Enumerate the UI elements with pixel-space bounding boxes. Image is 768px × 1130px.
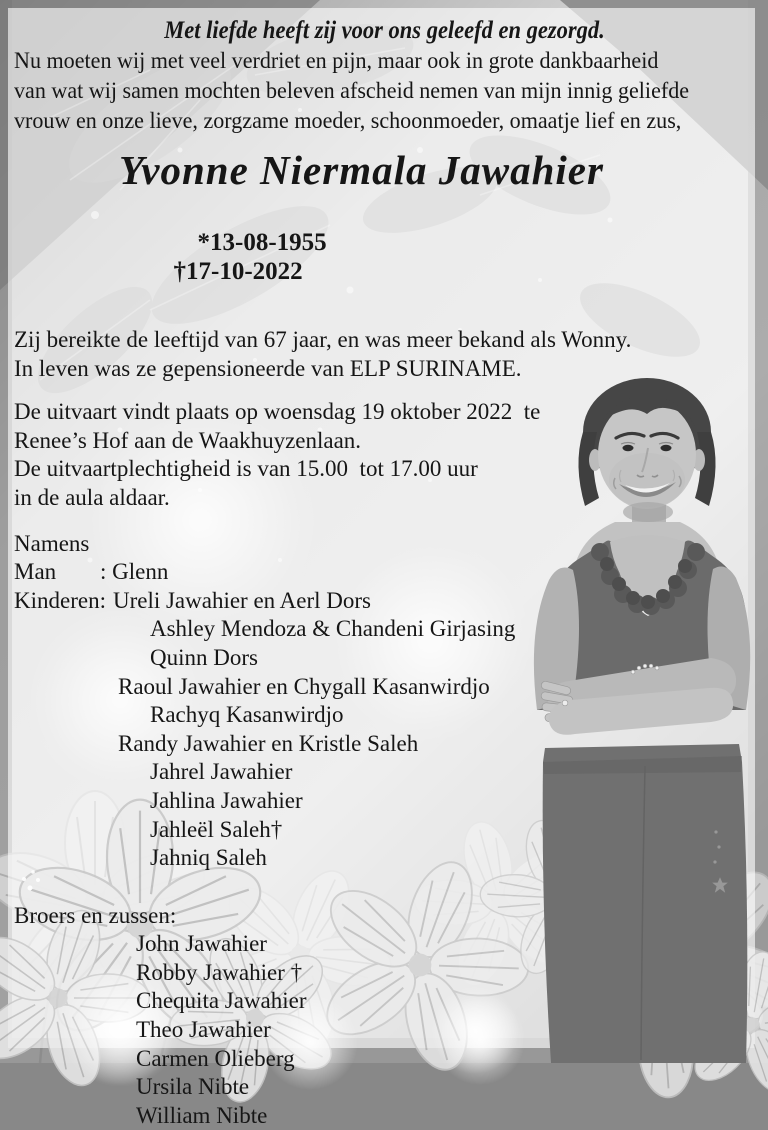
husband-value: : Glenn	[100, 559, 169, 585]
family-member-line: Raoul Jawahier en Chygall Kasanwirdjo	[118, 673, 490, 699]
family-member-line: Ashley Mendoza & Chandeni Girjasing	[150, 616, 516, 642]
funeral-line-3: De uitvaartplechtigheid is van 15.00 tot 17.00 uur	[14, 456, 478, 482]
funeral-line-1: De uitvaart vindt plaats op woensdag 19 oktober 2022 te	[14, 399, 541, 425]
sibling-name: Robby Jawahier †	[136, 959, 303, 985]
sibling-name: Chequita Jawahier	[136, 988, 307, 1014]
death-date: †17-10-2022	[173, 258, 303, 285]
sibling-name: John Jawahier	[136, 931, 267, 957]
sibling-name: William Nibte	[136, 1102, 268, 1128]
children-row	[14, 587, 755, 616]
family-member-line: Randy Jawahier en Kristle Saleh	[118, 730, 419, 756]
funeral-line-4: in de aula aldaar.	[14, 484, 170, 510]
bio-line-1: Zij bereikte de leeftijd van 67 jaar, en was meer bekand als Wonny.	[14, 327, 632, 352]
husband-row	[14, 558, 755, 587]
family-member-line: Quinn Dors	[150, 644, 258, 670]
siblings-label: Broers en zussen:	[14, 902, 177, 928]
deceased-name: Yvonne Niermala Jawahier	[119, 147, 604, 193]
birth-date: *13-08-1955	[197, 229, 327, 256]
namens-label: Namens	[14, 530, 90, 556]
sibling-name: Theo Jawahier	[136, 1017, 271, 1043]
obituary-text	[14, 0, 755, 1130]
funeral-line-2: Renee’s Hof aan de Waakhuyzenlaan.	[14, 427, 362, 453]
motto-line: Met liefde heeft zij voor ons geleefd en gezorgd.	[164, 17, 605, 44]
sibling-name: Carmen Olieberg	[136, 1045, 295, 1071]
husband-label: Man	[14, 559, 57, 585]
family-member-line: Jahleël Saleh†	[150, 816, 283, 842]
life-dates	[14, 199, 755, 315]
family-member-line: Jahlina Jawahier	[150, 787, 303, 813]
bio-line-2: In leven was ze gepensioneerde van ELP SURINAME.	[14, 355, 522, 381]
sibling-name: Ursila Nibte	[136, 1074, 250, 1100]
intro-line-2: van wat wij samen mochten beleven afscheid nemen van mijn innig geliefde	[14, 78, 690, 103]
intro-line-1: Nu moeten wij met veel verdriet en pijn, maar ook in grote dankbaarheid	[14, 48, 659, 73]
family-member-line: Jahniq Saleh	[150, 845, 267, 871]
family-member-line: Jahrel Jawahier	[150, 759, 293, 785]
intro-line-3: vrouw en onze lieve, zorgzame moeder, schoonmoeder, omaatje lief en zus,	[14, 108, 682, 133]
family-member-line: Rachyq Kasanwirdjo	[150, 702, 344, 728]
children-first-value: Ureli Jawahier en Aerl Dors	[112, 587, 371, 613]
children-label: Kinderen:	[14, 587, 106, 613]
